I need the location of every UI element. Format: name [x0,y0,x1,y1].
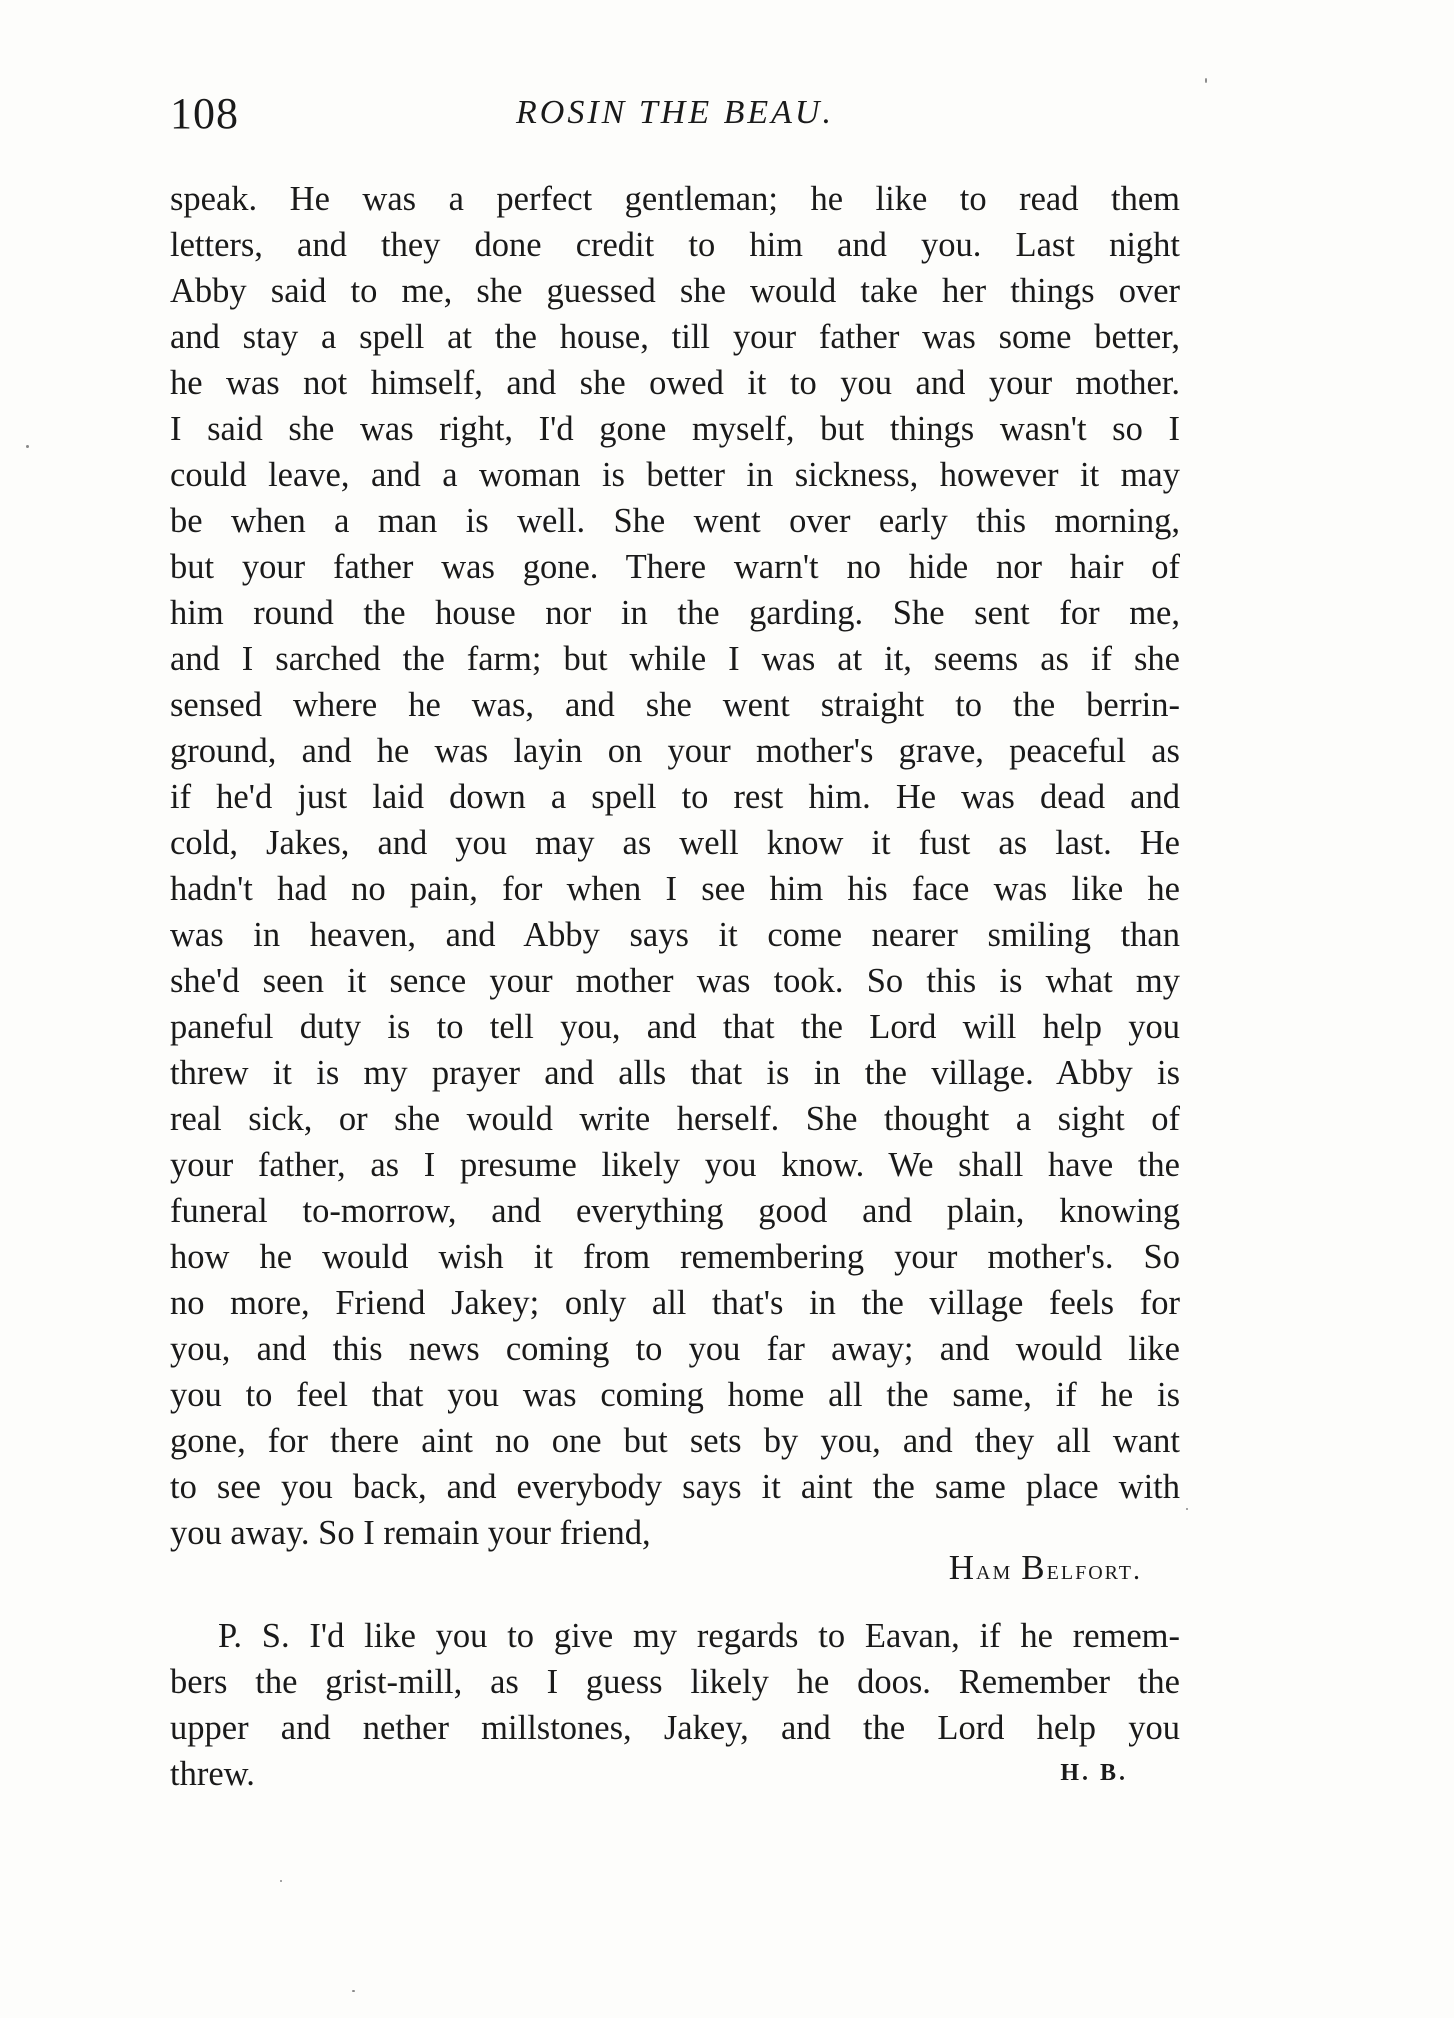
letter-line: he was not himself, and she owed it to you and your mother. [170,364,1180,402]
letter-line: but your father was gone. There warn't no hide nor hair of [170,548,1180,586]
letter-line: if he'd just laid down a spell to rest him. He was dead and [170,778,1180,816]
letter-line: real sick, or she would write herself. She thought a sight of [170,1100,1180,1138]
letter-line: your father, as I presume likely you know. We shall have the [170,1146,1180,1184]
letter-body [170,176,1180,1556]
letter-line: and stay a spell at the house, till your father was some better, [170,318,1180,356]
letter-line: you away. So I remain your friend, [170,1514,651,1552]
letter-line: cold, Jakes, and you may as well know it fust as last. He [170,824,1180,862]
postscript-initials: H. B. [1060,1760,1128,1786]
letter-line: and I sarched the farm; but while I was at it, seems as if she [170,640,1180,678]
postscript [170,1613,1180,1797]
signature-last-initial: B [1021,1548,1047,1587]
postscript-line: upper and nether millstones, Jakey, and the Lord help you [170,1709,1180,1747]
letter-line: gone, for there aint no one but sets by you, and they all want [170,1422,1180,1460]
postscript-line: threw. [170,1755,255,1793]
letter-line: to see you back, and everybody says it aint the same place with [170,1468,1180,1506]
paper-speck [352,1990,355,1992]
letter-line: could leave, and a woman is better in sickness, however it may [170,456,1180,494]
postscript-line: P. S. I'd like you to give my regards to Eavan, if he remem- [218,1617,1180,1655]
letter-line: Abby said to me, she guessed she would take her things over [170,272,1180,310]
letter-line: be when a man is well. She went over early this morning, [170,502,1180,540]
letter-line: threw it is my prayer and alls that is in the village. Abby is [170,1054,1180,1092]
running-title: ROSIN THE BEAU. [516,94,834,131]
letter-line: ground, and he was layin on your mother's grave, peaceful as [170,732,1180,770]
letter-line: sensed where he was, and she went straight to the berrin- [170,686,1180,724]
paper-speck [280,1880,282,1882]
letter-line: him round the house nor in the garding. She sent for me, [170,594,1180,632]
letter-line: no more, Friend Jakey; only all that's in the village feels for [170,1284,1180,1322]
paper-speck [26,445,29,448]
letter-line: letters, and they done credit to him and you. Last night [170,226,1180,264]
signature-first-rest: am [976,1555,1013,1586]
letter-line: hadn't had no pain, for when I see him his face was like he [170,870,1180,908]
running-head [170,88,1180,148]
postscript-line: bers the grist-mill, as I guess likely he doos. Remember the [170,1663,1180,1701]
letter-line: funeral to-morrow, and everything good and plain, knowing [170,1192,1180,1230]
letter-line: I said she was right, I'd gone myself, but things wasn't so I [170,410,1180,448]
paper-speck [1186,1508,1188,1510]
signature [949,1548,1142,1588]
letter-line: you, and this news coming to you far away; and would like [170,1330,1180,1368]
letter-line: you to feel that you was coming home all the same, if he is [170,1376,1180,1414]
letter-line: she'd seen it sence your mother was took. So this is what my [170,962,1180,1000]
page-number: 108 [170,89,239,138]
paper-speck [1205,78,1207,83]
letter-line: was in heaven, and Abby says it come nearer smiling than [170,916,1180,954]
letter-line: how he would wish it from remembering your mother's. So [170,1238,1180,1276]
signature-first-initial: H [948,1548,977,1587]
signature-last-rest: elfort. [1046,1555,1142,1586]
letter-line: paneful duty is to tell you, and that the Lord will help you [170,1008,1180,1046]
letter-line: speak. He was a perfect gentleman; he like to read them [170,180,1180,218]
